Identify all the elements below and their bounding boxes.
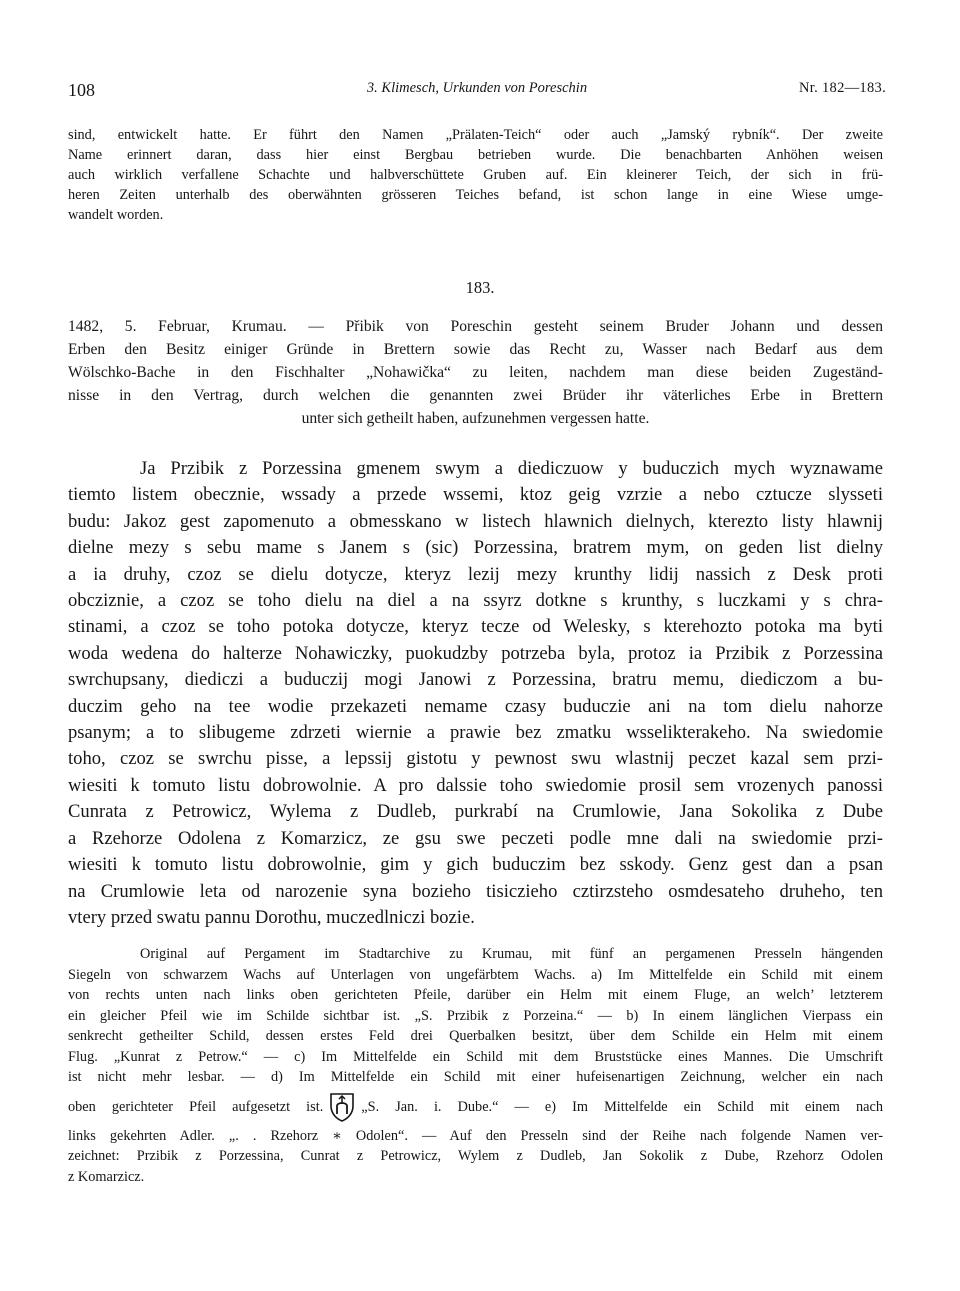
text-line: Erben den Besitz einiger Gründe in Brettern sowie das Recht zu, Wasser nach Bedarf aus dem — [68, 341, 883, 358]
seal-line-after: „S. Jan. i. Dube.“ — e) Im Mittelfelde ein Schild mit einem nach — [361, 1098, 883, 1115]
text-line: tiemto listem obecznie, wssady a przede wssemi, ktoz geig vzrzie a nebo cztucze slysseti — [68, 484, 883, 506]
text-line: Original auf Pergament im Stadtarchive zu Krumau, mit fünf an pergamenen Presseln hängenden — [140, 946, 883, 962]
text-line: Wölschko-Bache in den Fischhalter „Nohawička“ zu leiten, nachdem man diese beiden Zugeständ- — [68, 364, 883, 381]
notes-paragraph — [68, 944, 883, 1187]
text-line: sind, entwickelt hatte. Er führt den Namen „Prälaten-Teich“ oder auch „Jamský rybník“. Der zweite — [68, 127, 883, 143]
text-line: heren Zeiten unterhalb des oberwähnten grösseren Teiches befand, ist schon lange in eine Wiese umge- — [68, 187, 883, 203]
horseshoe-arrow-shield-icon — [329, 1092, 355, 1122]
text-line: dielne mezy s sebu mame s Janem s (sic) Porzessina, bratrem mym, on geden list dielny — [68, 537, 883, 559]
text-line: ein gleicher Pfeil wie im Schilde sichtbar ist. „S. Przibik z Porzeina.“ — b) In einem länglichen Vierpass ein — [68, 1007, 883, 1024]
text-line: z Komarzicz. — [68, 1168, 145, 1185]
document-number-heading: 183. — [465, 278, 495, 297]
running-header — [68, 80, 886, 102]
running-title: 3. Klimesch, Urkunden von Poreschin — [366, 80, 588, 96]
text-line: Siegeln von schwarzem Wachs auf Unterlagen von ungefärbtem Wachs. a) Im Mittelfelde ein Schild mit einem — [68, 966, 883, 983]
text-line: a ia druhy, czoz se dielu dotycze, kteryz lezij mezy krunthy lidij nassich z Desk proti — [68, 563, 883, 585]
text-line: a Rzehorze Odolena z Komarzicz, ze gsu swe peczeti podle mne dali na swiedomie przi- — [68, 827, 883, 849]
text-line: senkrecht getheilter Schild, dessen erstes Feld drei Querbalken besitzt, über dem Schilde ein Helm mit einem — [68, 1028, 883, 1044]
charter-text — [68, 456, 883, 931]
text-line: budu: Jakoz gest zapomenuto a obmesskano w listech hlawnich dielnych, kterezto listy hlawnij — [68, 510, 883, 532]
text-line: swrchupsany, diediczi a buduczij mogi Janowi z Porzessina, bratru memu, diediczom a bu- — [68, 669, 883, 691]
text-line: na Crumlowie leta od narozenie syna bozieho tisiczieho cztirzsteho osmdesateho druheho, ten — [68, 880, 883, 902]
text-line: toho, czoz se swrchu pisse, a lepssij gistotu y pewnost swu wlastnij peczet kazal sem przi- — [68, 748, 883, 770]
text-line: wiesiti k tomuto listu dobrowolnie. A pro dalssie toho swiedomie prosil sem vrozenych panossi — [68, 774, 883, 796]
regest-paragraph — [68, 315, 883, 430]
text-line: links gekehrten Adler. „. . Rzehorz ∗ Odolen“. — Auf den Presseln sind der Reihe nach folgende Namen ver- — [68, 1127, 883, 1144]
document-numbers: Nr. 182—183. — [799, 80, 886, 96]
intro-paragraph — [68, 125, 883, 225]
text-line: Ja Przibik z Porzessina gmenem swym a diediczuow y buduczich mych wyznawame — [140, 458, 883, 479]
text-line: psanym; a to slibugeme zdrzeti wiernie a prawie bez zmatku wsselikterakeho. Na swiedomie — [68, 722, 883, 744]
text-line: unter sich getheilt haben, aufzunehmen vergessen hatte. — [301, 410, 650, 427]
text-line: von rechts unten nach links oben gerichteten Pfeile, darüber ein Helm mit einem Fluge, an welch’ letzterem — [68, 987, 883, 1003]
seal-line-before: oben gerichteter Pfeil aufgesetzt ist. — [68, 1098, 324, 1115]
text-line: nisse in den Vertrag, durch welchen die genannten zwei Brüder ihr väterliches Erbe in Brettern — [68, 387, 883, 404]
text-line: vtery przed swatu pannu Dorothu, muczedlniczi bozie. — [68, 906, 475, 928]
text-line: duczim geho na tee wodie przekazeti nemame czasy buduczie ani na tom dielu nahorze — [68, 695, 883, 717]
text-line: 1482, 5. Februar, Krumau. — Přibik von Poreschin gesteht seinem Bruder Johann und dessen — [68, 318, 883, 335]
text-line: woda wedena do halterze Nohawiczky, puokudzby potrzeba byla, protoz ia Przibik z Porzessina — [68, 642, 883, 664]
text-line: Cunrata z Petrowicz, Wylema z Dudleb, purkrabí na Crumlowie, Jana Sokolika z Dube — [68, 801, 883, 823]
text-line: stinami, a czoz se toho potoka dotycze, kteryz tecze od Welesky, s kterehozto potoka ma byti — [68, 616, 883, 638]
text-line: ist nicht mehr lesbar. — d) Im Mittelfelde ein Schild mit einer hufeisenartigen Zeichnung, welcher ein nach — [68, 1069, 883, 1085]
text-line: Name erinnert daran, dass hier einst Bergbau betrieben wurde. Die benachbarten Anhöhen weisen — [68, 147, 883, 163]
text-line: obcziznie, a czoz se toho dielu na diel a na ssyrz dotkne s krunthy, s luczkami y s chra- — [68, 590, 883, 612]
text-line: auch wirklich verfallene Schachte und halbverschüttete Gruben auf. Ein kleinerer Teich, der sich in frü- — [68, 167, 883, 183]
text-line-with-seal — [68, 1088, 883, 1126]
text-line: Flug. „Kunrat z Petrow.“ — c) Im Mittelfelde ein Schild mit dem Bruststücke eines Mannes. Die Umschrift — [68, 1048, 883, 1065]
text-line: wandelt worden. — [68, 207, 164, 223]
text-line: zeichnet: Przibik z Porzessina, Cunrat z Petrowicz, Wylem z Dudleb, Jan Sokolik z Dube, Rzehorz Odolen — [68, 1148, 883, 1164]
page-number: 108 — [68, 80, 95, 100]
text-line: wiesiti k tomuto listu dobrowolnie, gim y gich buduczim bez sskody. Genz gest dan a psan — [68, 854, 883, 876]
